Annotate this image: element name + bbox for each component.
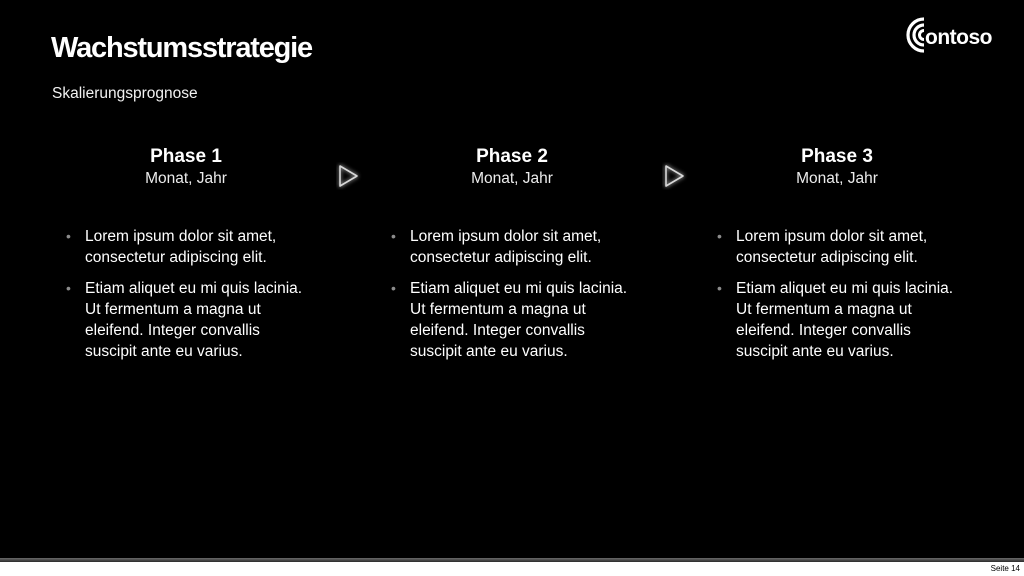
list-item — [711, 226, 961, 268]
phase-3-title: Phase 3 — [801, 146, 873, 167]
play-arrow-icon — [336, 162, 362, 190]
play-arrow-icon — [662, 162, 688, 190]
phase-3-bullets — [711, 226, 961, 372]
phase-1-date: Monat, Jahr — [145, 170, 227, 187]
bullet-icon: • — [66, 228, 71, 244]
bullet-text: Etiam aliquet eu mi quis lacinia. Ut fermentum a magna ut eleifend. Integer convallis suscipit ante eu varius. — [736, 280, 954, 360]
contoso-c-logo-icon — [903, 14, 1011, 56]
list-item — [60, 278, 310, 362]
phase-2-bullets — [385, 226, 635, 372]
bullet-icon: • — [66, 280, 71, 296]
bullet-icon: • — [717, 228, 722, 244]
phase-2-date: Monat, Jahr — [471, 170, 553, 187]
page-number: Seite 14 — [990, 564, 1020, 573]
footer-strip — [0, 562, 1024, 576]
phase-1-title: Phase 1 — [150, 146, 222, 167]
bullet-text: Etiam aliquet eu mi quis lacinia. Ut fermentum a magna ut eleifend. Integer convallis suscipit ante eu varius. — [410, 280, 628, 360]
list-item — [385, 226, 635, 268]
phase-2-title: Phase 2 — [476, 146, 548, 167]
bullet-icon: • — [717, 280, 722, 296]
phase-1-header — [66, 145, 306, 189]
list-item — [60, 226, 310, 268]
bullet-text: Lorem ipsum dolor sit amet, consectetur adipiscing elit. — [736, 228, 928, 266]
bullet-text: Lorem ipsum dolor sit amet, consectetur adipiscing elit. — [410, 228, 602, 266]
bullet-icon: • — [391, 228, 396, 244]
logo-text: ontoso — [925, 26, 992, 49]
phase-1-bullets — [60, 226, 310, 372]
list-item — [711, 278, 961, 362]
contoso-logo — [903, 14, 1011, 56]
bullet-text: Lorem ipsum dolor sit amet, consectetur adipiscing elit. — [85, 228, 277, 266]
slide-subtitle: Skalierungsprognose — [52, 85, 198, 102]
list-item — [385, 278, 635, 362]
bullet-text: Etiam aliquet eu mi quis lacinia. Ut fermentum a magna ut eleifend. Integer convallis suscipit ante eu varius. — [85, 280, 303, 360]
phase-3-header — [717, 145, 957, 189]
phase-2-header — [392, 145, 632, 189]
slide-title: Wachstumsstrategie — [51, 32, 312, 64]
phase-3-date: Monat, Jahr — [796, 170, 878, 187]
bullet-icon: • — [391, 280, 396, 296]
